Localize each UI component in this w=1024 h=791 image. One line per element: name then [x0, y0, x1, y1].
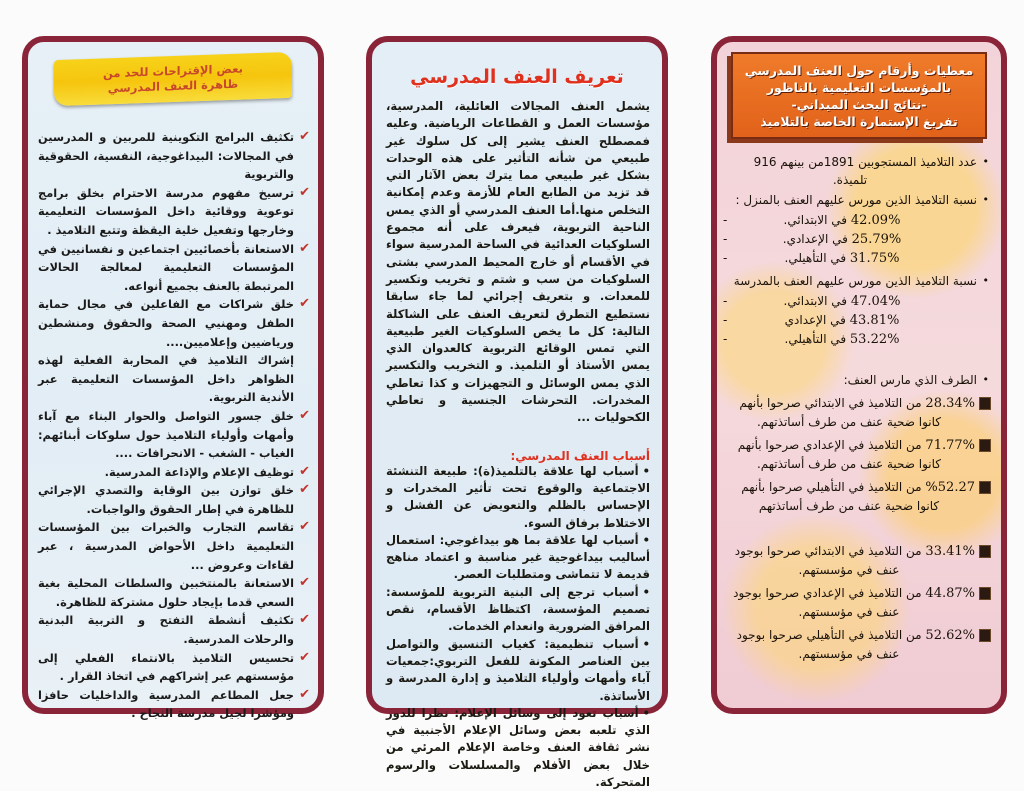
suggestion-item: ✔ خلق توازن بين الوقاية والتصدي الإجرائي للظاهرة في إطار الحقوق والواجبات. [38, 482, 310, 516]
cause-item: •أسباب تعود إلى وسائل الإعلام: نظرا للدور الذي تلعبه بعض وسائل الإعلام الأجنبية في نشر ثقافة العنف وخاصة الإعلام المرئي من خلال بعض الأفلام والمسلسلات والرسوم المتحركة. [386, 705, 650, 789]
stat-row: 31.75% في التأهيلي. - [723, 251, 900, 266]
checkmark-icon: ✔ [299, 184, 310, 200]
presence-stat: 44.87% من التلاميذ في الإعدادي صرحوا بوجود عنف في مؤسستهم. [723, 584, 991, 621]
checkmark-icon: ✔ [299, 296, 310, 312]
causes-title: أسباب العنف المدرسي: [510, 448, 650, 463]
suggestion-item: ✔ الاستعانة بأخصائيين اجتماعين و نفسانيين في المؤسسات التعليمية لمعالجة الحالات المرتبطة بالعنف بجميع أنواعه. [38, 240, 310, 293]
bullet-icon: • [642, 532, 650, 547]
square-bullet-icon [979, 397, 991, 410]
bullet-icon: • [642, 584, 650, 599]
square-bullet-icon [979, 439, 991, 452]
cause-item: •أسباب تنظيمية: كغياب التنسيق والتواصل بين العناصر المكونة للفعل التربوي:جمعيات آباء وأمهات وأولياء التلاميذ و إدارة المدرسة و الأساتذة. [386, 636, 650, 703]
bullet-icon: • [982, 155, 989, 168]
presence-stat: 33.41% من التلاميذ في الابتدائي صرحوا بوجود عنف في مؤسستهم. [723, 542, 991, 579]
checkmark-icon: ✔ [299, 686, 310, 702]
banner-line: ظاهرة العنف المدرسي [107, 76, 239, 96]
stat-row: 53.22% في التأهيلي. - [723, 332, 900, 347]
banner-line: بعض الإقتراحات للحد من [103, 61, 243, 81]
suggestion-item: ✔ خلق شراكات مع الفاعلين في مجال حماية الطفل ومهنيي الصحة والحقوق ومنشطين ورياضيين وإعلاميين.... [38, 296, 310, 349]
perpetrator-stat: 71.77% من التلاميذ في الإعدادي صرحوا بأنهم كانوا ضحية عنف من طرف أساتذتهم. [723, 436, 991, 473]
cause-item: •أسباب ترجع إلى البنية التربوية للمؤسسة: تصميم المؤسسة، اكتظاظ الأقسام، نقص المرافق الضرورية وانعدام الخدمات. [386, 584, 650, 634]
statistics-panel [711, 36, 1007, 714]
square-bullet-icon [979, 481, 991, 494]
header-line: تفريغ الإستمارة الخاصة بالتلاميذ [760, 114, 958, 129]
statistics-header [731, 52, 987, 139]
checkmark-icon: ✔ [299, 649, 310, 665]
perpetrator-stat: %52.27 من التلاميذ في التأهيلي صرحوا بأنهم كانوا ضحية عنف من طرف أساتذتهم [723, 478, 991, 515]
square-bullet-icon [979, 629, 991, 642]
suggestion-item: إشراك التلاميذ في المحاربة الفعلية لهذه الظواهر داخل المؤسسات التعليمية عبر الأندية التربوية. [38, 353, 294, 405]
school-violence-item: • نسبة التلاميذ الذين مورس عليهم العنف بالمدرسة [733, 274, 989, 288]
suggestion-item: ✔ ترسيخ مفهوم مدرسة الاحترام بخلق برامج توعوية ووقائية داخل المؤسسات التعليمية وخارجها وتفعيل خلية اليقظة وتتبع التلاميذ . [38, 184, 310, 237]
suggestions-banner [54, 52, 292, 106]
statistics-list [717, 153, 1001, 663]
bullet-icon: • [982, 193, 989, 206]
cause-item: •أسباب لها علاقة بما هو بيداغوجي: استعمال أساليب بيداغوجية غير مناسبة و اعتماد مناهج قديمة لا تتماشى ومتطلبات العصر. [386, 532, 650, 582]
definition-panel [366, 36, 668, 789]
perpetrator-stat: 28.34% من التلاميذ في الابتدائي صرحوا بأنهم كانوا ضحية عنف من طرف أساتذتهم. [723, 394, 991, 431]
checkmark-icon: ✔ [299, 519, 310, 535]
suggestion-item: ✔ جعل المطاعم المدرسية والداخليات حافزا ومؤشرا لجيل مدرسة النجاح . [38, 686, 310, 721]
bullet-icon: • [982, 373, 989, 386]
stat-row: 25.79% في الإعدادي. - [723, 232, 902, 247]
suggestion-item: ✔ الاستعانة بالمنتخبين والسلطات المحلية بغية السعي قدما بإيجاد حلول مشتركة للظاهرة. [38, 575, 310, 609]
checkmark-icon: ✔ [299, 240, 310, 256]
respondents-item: • عدد التلاميذ المستجوبين 1891من بينهم 916 تلميذة. [753, 155, 989, 187]
checkmark-icon: ✔ [299, 407, 310, 423]
checkmark-icon: ✔ [299, 482, 310, 498]
square-bullet-icon [979, 545, 991, 558]
header-line: بالمؤسسات التعليمية بالناظور [766, 80, 952, 95]
checkmark-icon: ✔ [299, 463, 310, 479]
suggestion-item: ✔ خلق جسور التواصل والحوار البناء مع آباء وأمهات وأولياء التلاميذ حول سلوكات أبنائهم: الغياب - الشغب - الانحرافات .... [38, 407, 310, 461]
bullet-icon: • [642, 705, 650, 720]
stat-row: 47.04% في الابتدائي. - [723, 294, 901, 309]
stat-row: 43.81% في الإعدادي - [723, 313, 900, 328]
checkmark-icon: ✔ [299, 575, 310, 591]
bullet-icon: • [642, 636, 650, 651]
checkmark-icon: ✔ [299, 129, 310, 144]
bullet-icon: • [982, 274, 989, 287]
checkmark-icon: ✔ [299, 612, 310, 628]
suggestion-item: ✔ تكثيف أنشطة التفتح و التربية البدنية والرحلات المدرسية. [38, 612, 310, 647]
definition-title: تعريف العنف المدرسي [410, 66, 624, 88]
square-bullet-icon [979, 587, 991, 600]
perpetrator-item: • الطرف الذي مارس العنف: [843, 373, 989, 387]
suggestions-panel [22, 36, 324, 721]
stat-row: 42.09% في الابتدائي. - [723, 213, 901, 228]
cause-item: •أسباب لها علاقة بالتلميذ(ة): طبيعة التنشئة الاجتماعية والوقوع تحت تأثير المخدرات و الإحساس بالظلم والتعويض عن الفشل و الاختلاط برفاق السوء. [386, 463, 650, 530]
suggestion-item: ✔ تقاسم التجارب والخبرات بين المؤسسات التعليمية داخل الأحواض المدرسية ، عبر لقاءات وعروض ... [38, 519, 310, 572]
header-line: -نتائج البحث الميداني- [791, 97, 927, 112]
suggestion-item: ✔ تكثيف البرامج التكوينية للمربين و المدرسين في المجالات: البيداغوجية، النفسية، الحقوقية والتربوية [38, 129, 310, 182]
definition-text: يشمل العنف المجالات العائلية، المدرسية، مؤسسات العمل و القطاعات الرياضية. وعليه فمصطلح العنف يشير إلى كل سلوك غير طبيعي من شأنه التأثير على هذه الوحدات بشكل غير طبيعي مما يترك بعض الآثار التي قد تزيد من الطابع العام للأزمة وعدم إمكانية التخلص منها.أما العنف المدرسي أو الذي يمس الناحية التربوية، فيعرف على أنه مجموع السلوكيات العدائية في الساحة المدرسية سواء في الأقسام أو خارج المحيط المدرسي بشتى السلوكيات من سب و شتم و تخريب وتكسير للمعدات. و بتعريف إجرائي لما جاء سابقا نستطيع التطرق لتعريف العنف على الشاكلة التالية: كل ما يخص السلوكيات الغير طبيعية التي تمس الوقائع التربوية كالعدوان الذي يمس الأستاذ أو التلميذ. و التخريب والتكسير الذي يمس الوسائل و التجهيزات و كذا تعاطي المخدرات. التحرشات الجنسية و تعاطي الكحوليات ... [386, 99, 650, 425]
suggestions-list [28, 128, 318, 723]
home-violence-item: • نسبة التلاميذ الذين مورس عليهم العنف بالمنزل : [735, 193, 989, 207]
presence-stat: 52.62% من التلاميذ في التأهيلي صرحوا بوجود عنف في مؤسستهم. [723, 626, 991, 663]
bullet-icon: • [642, 463, 650, 478]
header-line: معطيات وأرقام حول العنف المدرسي [744, 63, 974, 78]
suggestion-item: ✔ توظيف الإعلام والإذاعة المدرسية. [38, 463, 310, 482]
suggestion-item: ✔ تحسيس التلاميذ بالانتماء الفعلي إلى مؤسستهم عبر إشراكهم في اتخاذ القرار . [38, 649, 310, 684]
